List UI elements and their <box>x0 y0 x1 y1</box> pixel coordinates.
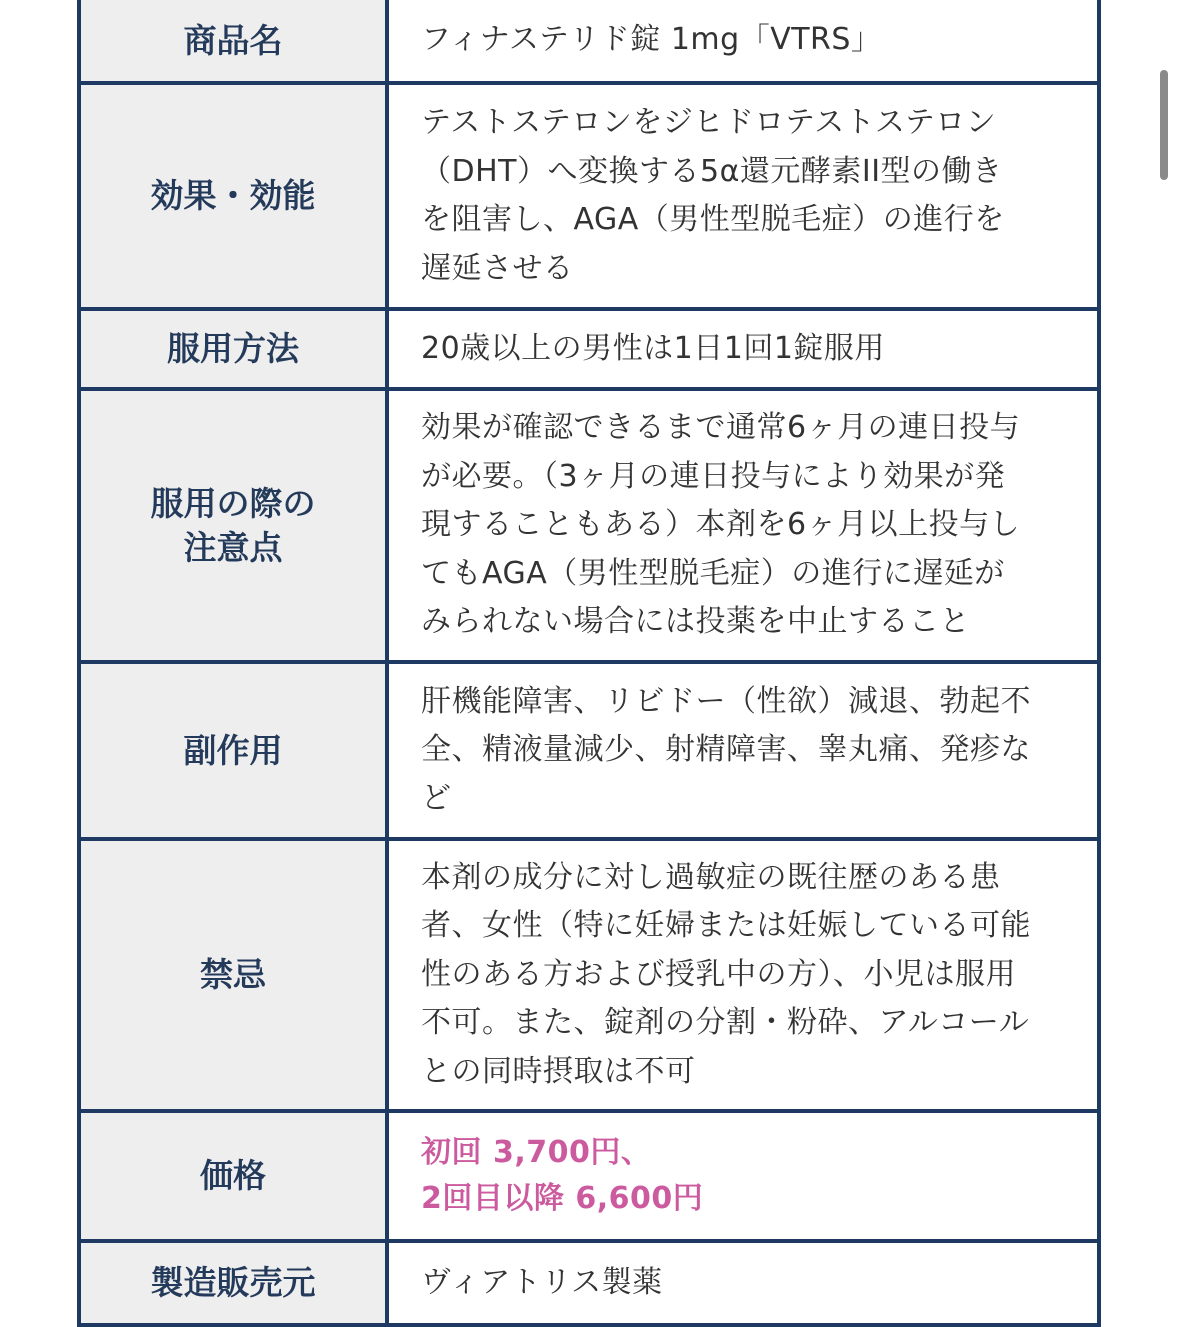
row-header-dosage: 服用方法 <box>79 309 387 389</box>
header-line: 服用の際の <box>150 483 316 523</box>
table-row-precautions <box>79 389 1099 662</box>
price-line: 2回目以降 6,600円 <box>421 1181 704 1216</box>
table-row-price <box>79 1111 1099 1241</box>
row-value-side-effects <box>387 662 1099 839</box>
value-line: が必要。（3ヶ月の連日投与により効果が発 <box>421 458 1006 494</box>
row-value-dosage <box>387 309 1099 389</box>
row-value-contraindications <box>387 839 1099 1111</box>
table-row-side-effects <box>79 662 1099 839</box>
header-line: 注意点 <box>183 527 283 567</box>
row-value-price <box>387 1111 1099 1241</box>
row-header-precautions <box>79 389 387 662</box>
value-line: 不可。また、錠剤の分割・粉砕、アルコール <box>421 1005 1030 1041</box>
value-line: 本剤の成分に対し過敏症の既往歴のある患 <box>421 859 1001 895</box>
value-line: 者、女性（特に妊婦または妊娠している可能 <box>421 908 1031 944</box>
vertical-scrollbar[interactable] <box>1160 70 1168 180</box>
value-line: を阻害し、AGA（男性型脱毛症）の進行を <box>421 202 1005 237</box>
value-line: みられない場合には投薬を中止すること <box>421 604 970 640</box>
row-value-manufacturer <box>387 1241 1099 1325</box>
table-row-product-name <box>79 0 1099 83</box>
table-row-effects <box>79 83 1099 309</box>
value-line: 遅延させる <box>421 250 574 286</box>
value-line: テストステロンをジヒドロテストステロン <box>421 105 997 140</box>
table-row-dosage <box>79 309 1099 389</box>
row-value-effects <box>387 83 1099 309</box>
product-spec-table <box>77 0 1101 1327</box>
value-line: 20歳以上の男性は1日1回1錠服用 <box>421 330 885 366</box>
row-header-product-name: 商品名 <box>79 0 387 83</box>
value-line: 性のある方および授乳中の方）、小児は服用 <box>421 956 1016 992</box>
row-header-manufacturer: 製造販売元 <box>79 1241 387 1325</box>
row-header-contraindications: 禁忌 <box>79 839 387 1111</box>
value-line: 現することもある）本剤を6ヶ月以上投与し <box>421 507 1021 543</box>
value-line: 肝機能障害、リビドー（性欲）減退、勃起不 <box>421 683 1031 719</box>
row-value-precautions <box>387 389 1099 662</box>
value-line: フィナステリド錠 1mg「VTRS」 <box>421 22 882 58</box>
value-line: ヴィアトリス製薬 <box>421 1264 663 1300</box>
row-header-price: 価格 <box>79 1111 387 1241</box>
row-header-side-effects: 副作用 <box>79 662 387 839</box>
value-line: 全、精液量減少、射精障害、睾丸痛、発疹な <box>421 732 1031 768</box>
value-line: との同時摂取は不可 <box>421 1053 696 1089</box>
value-line: （DHT）へ変換する5α還元酵素II型の働き <box>421 153 1003 189</box>
row-value-product-name <box>387 0 1099 83</box>
value-line: 効果が確認できるまで通常6ヶ月の連日投与 <box>421 410 1021 446</box>
price-line: 初回 3,700円、 <box>421 1135 652 1170</box>
table-row-contraindications <box>79 839 1099 1111</box>
value-line: てもAGA（男性型脱毛症）の進行に遅延が <box>421 555 1005 591</box>
row-header-effects: 効果・効能 <box>79 83 387 309</box>
value-line: ど <box>421 780 452 816</box>
table-row-manufacturer <box>79 1241 1099 1325</box>
